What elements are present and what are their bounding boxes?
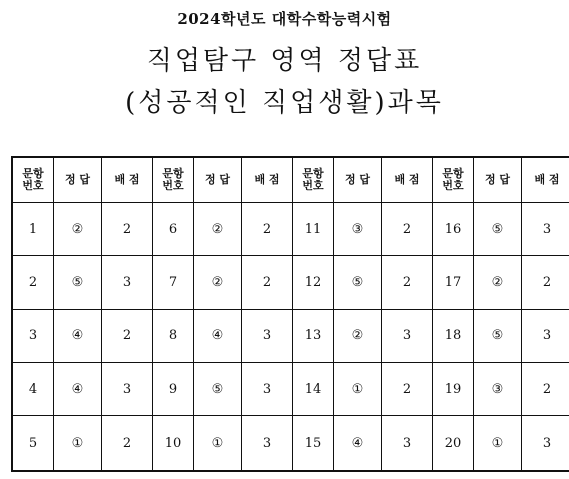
points-cell: 2 [522,363,569,416]
answer-cell: ② [474,256,522,309]
points-cell: 2 [382,256,433,309]
question-number-cell: 4 [12,363,54,416]
points-cell: 3 [102,256,153,309]
answer-header: 정 답 [334,157,382,203]
answer-cell: ⑤ [194,363,242,416]
question-number-cell: 1 [12,203,54,256]
answer-header: 정 답 [54,157,102,203]
points-cell: 3 [522,416,569,471]
points-header: 배 점 [382,157,433,203]
points-cell: 2 [242,256,293,309]
question-number-cell: 12 [293,256,334,309]
question-number-cell: 16 [433,203,474,256]
answer-cell: ① [474,416,522,471]
question-header-line2: 번호 [302,179,324,192]
question-number-header [153,157,194,203]
question-header-line1: 문항 [22,167,44,180]
answer-header: 정 답 [194,157,242,203]
answer-cell: ① [54,416,102,471]
points-cell: 2 [102,203,153,256]
question-number-cell: 10 [153,416,194,471]
table-row [12,416,569,471]
question-number-cell: 18 [433,309,474,362]
question-header-line2: 번호 [22,179,44,192]
answer-key-table [11,156,569,472]
points-header: 배 점 [242,157,293,203]
answer-header: 정 답 [474,157,522,203]
question-number-header [433,157,474,203]
question-number-cell: 17 [433,256,474,309]
question-number-cell: 3 [12,309,54,362]
question-number-cell: 13 [293,309,334,362]
answer-cell: ③ [474,363,522,416]
question-number-cell: 14 [293,363,334,416]
question-number-cell: 11 [293,203,334,256]
question-number-cell: 2 [12,256,54,309]
answer-cell: ④ [194,309,242,362]
points-cell: 2 [102,309,153,362]
question-number-cell: 15 [293,416,334,471]
question-number-cell: 19 [433,363,474,416]
points-cell: 3 [382,309,433,362]
question-number-cell: 6 [153,203,194,256]
answer-cell: ⑤ [474,203,522,256]
points-cell: 2 [102,416,153,471]
question-number-cell: 8 [153,309,194,362]
question-number-cell: 7 [153,256,194,309]
question-header-line2: 번호 [162,179,184,192]
points-cell: 2 [522,256,569,309]
points-cell: 2 [242,203,293,256]
answer-cell: ① [194,416,242,471]
answer-cell: ② [334,309,382,362]
answer-cell: ② [194,203,242,256]
points-cell: 2 [382,203,433,256]
answer-cell: ② [194,256,242,309]
answer-cell: ⑤ [474,309,522,362]
points-cell: 3 [242,363,293,416]
points-cell: 3 [382,416,433,471]
points-header: 배 점 [102,157,153,203]
header-row [12,157,569,203]
answer-cell: ④ [334,416,382,471]
answer-cell: ⑤ [54,256,102,309]
question-number-cell: 5 [12,416,54,471]
points-cell: 3 [242,416,293,471]
table-row [12,309,569,362]
question-number-cell: 20 [433,416,474,471]
answer-cell: ④ [54,309,102,362]
points-cell: 3 [522,203,569,256]
table-row [12,363,569,416]
points-cell: 2 [382,363,433,416]
table-row [12,256,569,309]
subject-title: (성공적인 직업생활)과목 [125,88,444,118]
question-header-line2: 번호 [442,179,464,192]
question-header-line1: 문항 [162,167,184,180]
question-header-line1: 문항 [442,167,464,180]
points-cell: 3 [522,309,569,362]
points-cell: 3 [102,363,153,416]
table-row [12,203,569,256]
answer-cell: ③ [334,203,382,256]
points-header: 배 점 [522,157,569,203]
page-title: 직업탐구 영역 정답표 [146,46,423,76]
points-cell: 3 [242,309,293,362]
answer-cell: ② [54,203,102,256]
question-number-header [293,157,334,203]
question-header-line1: 문항 [302,167,324,180]
answer-key-body [12,203,569,472]
answer-cell: ④ [54,363,102,416]
answer-cell: ① [334,363,382,416]
exam-subtitle: 2024학년도 대학수학능력시험 [177,10,392,28]
answer-cell: ⑤ [334,256,382,309]
question-number-header [12,157,54,203]
question-number-cell: 9 [153,363,194,416]
